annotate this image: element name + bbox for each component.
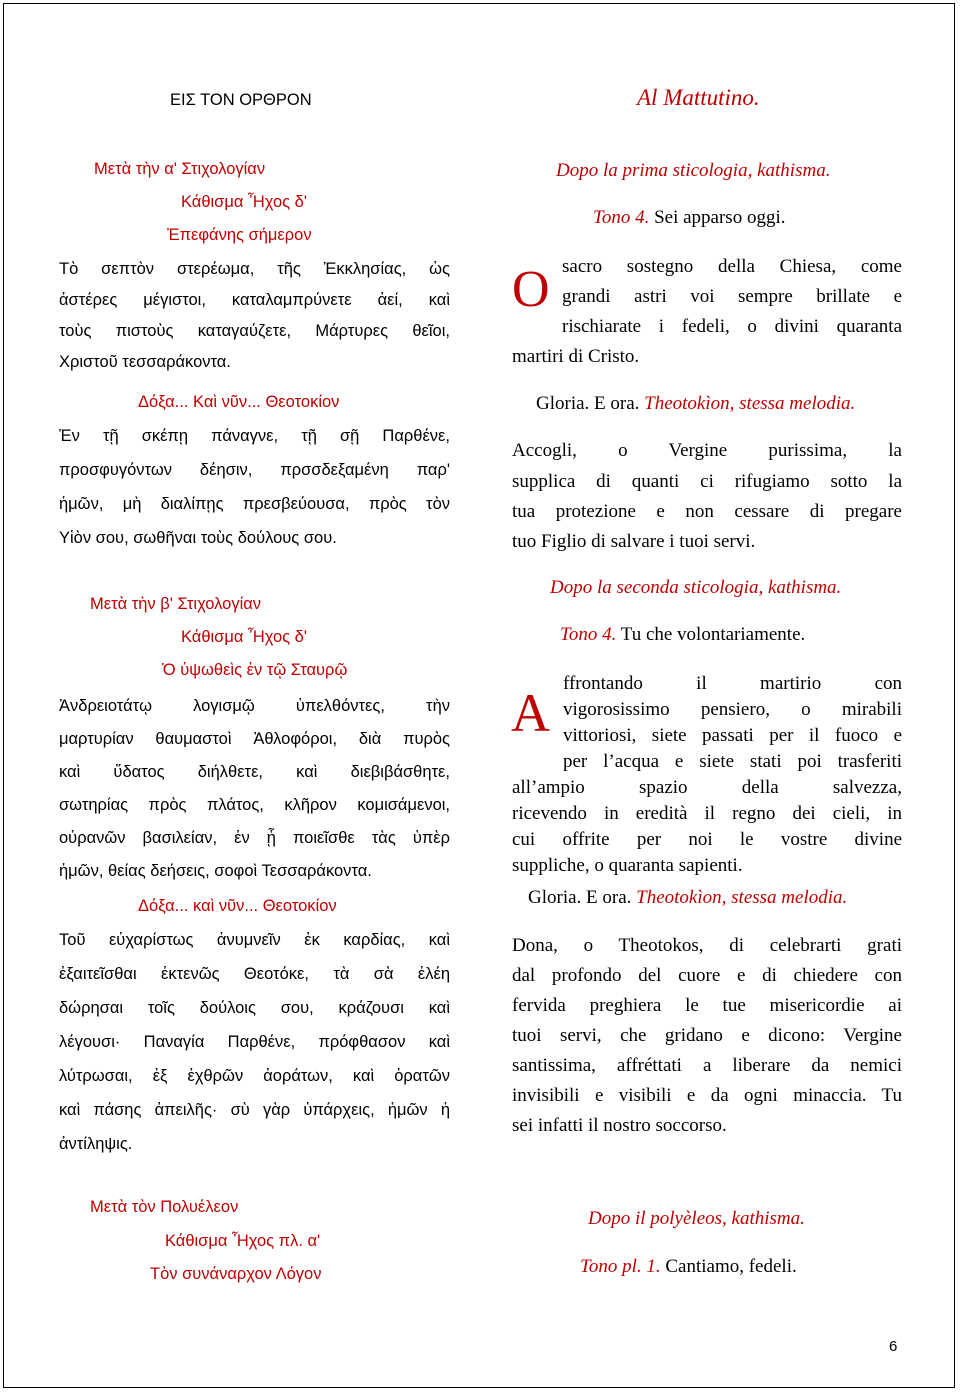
italian-s1-tone-label: Tono 4. (593, 207, 650, 228)
italian-s1-gloria-red: Theotokìon, stessa melodia. (644, 393, 856, 414)
greek-s1-line: ἀστέρες μέγιστοι, καταλαμπρύνετε ἀεί, καὶ (59, 291, 450, 309)
italian-s1-line: martiri di Cristo. (512, 346, 640, 367)
greek-header: ΕΙΣ ΤΟΝ ΟΡΘΡΟΝ (170, 91, 312, 109)
italian-s2-heading: Dopo la seconda sticologia, kathisma. (550, 577, 842, 598)
greek-s1-line: Χριστοῦ τεσσαράκοντα. (59, 353, 231, 371)
greek-s2-line: σωτηρίας πρὸς πλάτος, κλῆρον κομισάμενοι, (59, 796, 450, 814)
italian-s2-gloria (528, 887, 847, 909)
italian-s1-line: sacro sostegno della Chiesa, come (562, 256, 902, 277)
italian-s2-theo-line: santissima, affréttati a liberare da nemici (512, 1055, 902, 1076)
italian-s2-gloria-text: Gloria. E ora. (528, 887, 632, 908)
italian-s1-line: grandi astri voi sempre brillate e (562, 286, 902, 307)
page-number: 6 (889, 1338, 898, 1355)
greek-s2-line: καὶ ὕδατος διήλθετε, καὶ διεβιβάσθητε, (59, 763, 450, 781)
greek-s3-heading3: Τὸν συνάναρχον Λόγον (150, 1265, 322, 1283)
greek-s1-doxa: Δόξα... Καὶ νῦν... Θεοτοκίον (138, 393, 340, 411)
italian-s2-theo-line: dal profondo del cuore e di chiedere con (512, 965, 902, 986)
greek-s2-theo-line: λύτρωσαι, ἐξ ἐχθρῶν ἀοράτων, καὶ ὁρατῶν (59, 1067, 450, 1085)
greek-s2-theo-line: δώρησαι τοῖς δούλοις σου, κράζουσι καὶ (59, 999, 450, 1017)
italian-s2-line: vigorosissimo pensiero, o mirabili (563, 699, 902, 720)
italian-s2-tone-label: Tono 4. (560, 624, 617, 645)
greek-s1-heading1: Μετὰ τὴν α' Στιχολογίαν (94, 160, 266, 178)
italian-s3-heading: Dopo il polyèleos, kathisma. (588, 1208, 805, 1229)
greek-s2-heading2: Κάθισμα Ἦχος δ' (181, 628, 308, 646)
italian-s2-line: all’ampio spazio della salvezza, (512, 777, 902, 798)
greek-s2-line: οὐρανῶν βασιλείαν, ἐν ᾗ ποιεῖσθε τὰς ὑπὲρ (59, 829, 450, 847)
greek-s2-theo-line: λέγουσι· Παναγία Παρθένε, πρόφθασον καὶ (59, 1033, 450, 1051)
italian-s2-line: ricevendo in eredità il regno dei cieli, in (512, 803, 902, 824)
italian-s1-tone-text: Sei apparso oggi. (654, 207, 786, 228)
greek-s2-theo-line: ἐξαιτεῖσθαι ἐκτενῶς Θεοτόκε, τὰ σὰ ἐλέη (59, 965, 450, 983)
italian-s1-theo-line: tua protezione e non cessare di pregare (512, 501, 902, 522)
italian-s2-line: per l’acqua e siete stati poi trasferiti (563, 751, 902, 772)
italian-s2-line: suppliche, o quaranta sapienti. (512, 855, 743, 876)
greek-s1-heading2: Κάθισμα Ἦχος δ' (181, 193, 308, 211)
greek-s1-theo-line: Υἱὸν σου, σωθῆναι τοὺς δούλους σου. (59, 529, 337, 547)
greek-s3-heading1: Μετὰ τὸν Πολυέλεον (90, 1198, 239, 1216)
greek-s1-theo-line: Ἐν τῇ σκέπῃ πάναγνε, τῇ σῇ Παρθένε, (59, 427, 450, 445)
italian-s1-heading: Dopo la prima sticologia, kathisma. (556, 160, 831, 181)
italian-s2-line: vittoriosi, siete passati per il fuoco e (563, 725, 902, 746)
greek-s1-line: Τὸ σεπτὸν στερέωμα, τῆς Ἐκκλησίας, ὡς (59, 260, 450, 278)
italian-s3-tone (580, 1256, 797, 1278)
greek-s2-theo-line: καὶ πάσης ἀπειλῆς· σὺ γὰρ ὑπάρχεις, ἡμῶν ἡ (59, 1101, 450, 1119)
italian-s1-dropcap: O (512, 261, 550, 318)
greek-s1-theo-line: ἡμῶν, μὴ διαλίπῃς πρεσβεύουσα, πρὸς τὸν (59, 495, 450, 513)
greek-s1-heading3: Ἐπεφάνης σήμερον (167, 226, 312, 244)
italian-s1-gloria (536, 393, 855, 415)
italian-s3-tone-label: Tono pl. 1. (580, 1256, 661, 1277)
greek-s2-heading1: Μετὰ τὴν β' Στιχολογίαν (90, 595, 262, 613)
italian-s1-tone (593, 207, 785, 229)
italian-s1-theo-line: Accogli, o Vergine purissima, la (512, 440, 902, 461)
italian-s2-theo-line: sei infatti il nostro soccorso. (512, 1115, 727, 1136)
italian-s2-theo-line: fervida preghiera le tue misericordie ai (512, 995, 902, 1016)
italian-s2-theo-line: tuoi servi, che gridano e dicono: Vergine (512, 1025, 902, 1046)
italian-s3-tone-text: Cantiamo, fedeli. (665, 1256, 797, 1277)
italian-s2-line: cui offrite per noi le vostre divine (512, 829, 902, 850)
italian-s2-gloria-red: Theotokìon, stessa melodia. (636, 887, 848, 908)
greek-s2-line: μαρτυρίαν θαυμαστοὶ Ἀθλοφόροι, διὰ πυρὸς (59, 730, 450, 748)
greek-s1-line: τοὺς πιστοὺς καταγαύζετε, Μάρτυρες θεῖοι, (59, 322, 450, 340)
greek-s2-line: Ἀνδρειοτάτῳ λογισμῷ ὑπελθόντες, τὴν (59, 697, 450, 715)
italian-s1-theo-line: supplica di quanti ci rifugiamo sotto la (512, 471, 902, 492)
greek-s2-line: ἡμῶν, θείας δεήσεις, σοφοὶ Τεσσαράκοντα. (59, 862, 372, 880)
italian-s2-theo-line: Dona, o Theotokos, di celebrarti grati (512, 935, 902, 956)
italian-s1-theo-line: tuo Figlio di salvare i tuoi servi. (512, 531, 756, 552)
greek-s2-theo-line: Τοῦ εὐχαρίστως ἀνυμνεῖν ἐκ καρδίας, καὶ (59, 931, 450, 949)
greek-s2-theo-line: ἀντίληψις. (59, 1135, 133, 1153)
italian-s2-line: ffrontando il martirio con (563, 673, 902, 694)
italian-s1-line: rischiarate i fedeli, o divini quaranta (562, 316, 902, 337)
italian-s2-tone-text: Tu che volontariamente. (620, 624, 806, 645)
italian-header: Al Mattutino. (637, 85, 760, 110)
greek-s2-heading3: Ὁ ὑψωθεὶς ἐν τῷ Σταυρῷ (162, 661, 348, 679)
italian-s1-gloria-text: Gloria. E ora. (536, 393, 640, 414)
greek-s2-doxa: Δόξα... καὶ νῦν... Θεοτοκίον (138, 897, 337, 915)
italian-s2-tone (560, 624, 805, 646)
greek-s3-heading2: Κάθισμα Ἦχος πλ. α' (165, 1232, 321, 1250)
italian-s2-dropcap: A (511, 683, 550, 743)
italian-s2-theo-line: invisibili e visibili e da ogni minaccia. Tu (512, 1085, 902, 1106)
greek-s1-theo-line: προσφυγόντων δέησιν, πρσσδεξαμένη παρ' (59, 461, 450, 479)
page-border (3, 3, 955, 1388)
